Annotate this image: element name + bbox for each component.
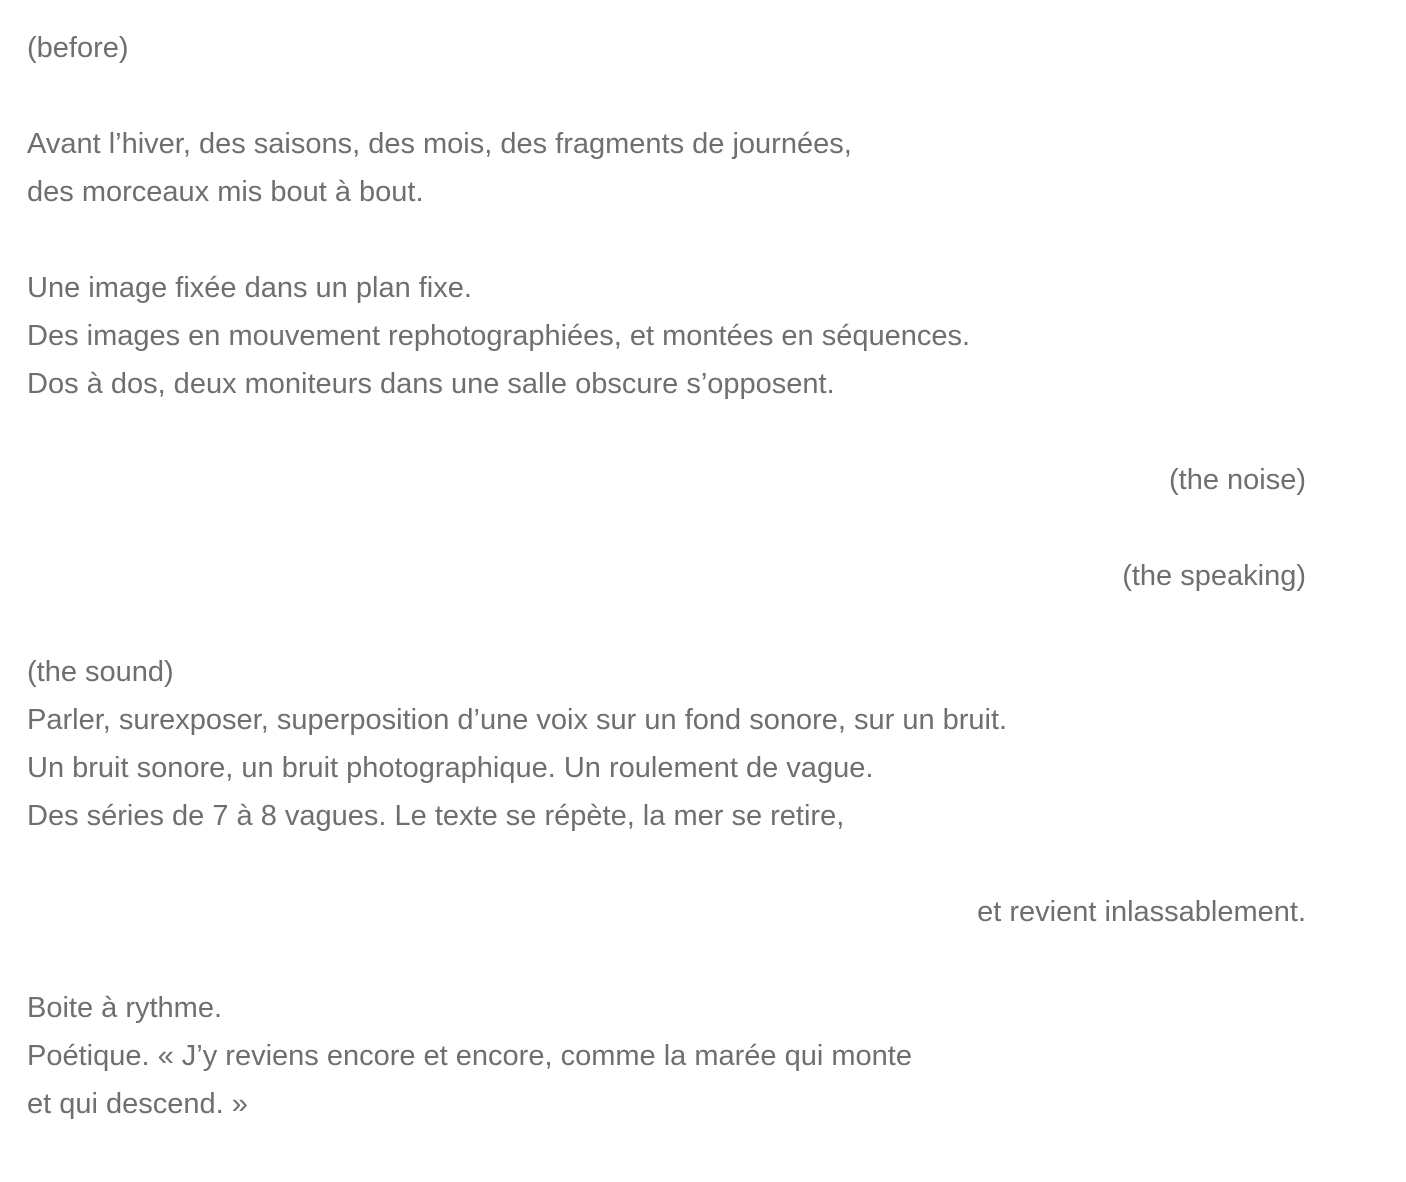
- heading-the-sound: (the sound): [27, 656, 174, 688]
- spacer: [27, 600, 1306, 648]
- spacer: [27, 216, 1306, 264]
- heading-before: (before): [27, 32, 129, 64]
- text-line: Avant l’hiver, des saisons, des mois, des fragments de journées,: [27, 128, 852, 160]
- heading-the-noise: (the noise): [1168, 464, 1306, 496]
- text-line: Des séries de 7 à 8 vagues. Le texte se répète, la mer se retire,: [27, 800, 845, 832]
- text-line: Parler, surexposer, superposition d’une voix sur un fond sonore, sur un bruit.: [27, 704, 1008, 736]
- spacer: [27, 936, 1306, 984]
- text-line: Boite à rythme.: [27, 992, 223, 1024]
- spacer: [27, 840, 1306, 888]
- text-line: et qui descend. »: [27, 1088, 248, 1120]
- text-line: Des images en mouvement rephotographiées, et montées en séquences.: [27, 320, 971, 352]
- heading-the-speaking: (the speaking): [1122, 560, 1306, 592]
- poem-text-block: [27, 24, 1306, 1128]
- spacer: [27, 72, 1306, 120]
- spacer: [27, 408, 1306, 456]
- text-line: Un bruit sonore, un bruit photographique. Un roulement de vague.: [27, 752, 874, 784]
- text-line: Dos à dos, deux moniteurs dans une salle obscure s’opposent.: [27, 368, 835, 400]
- text-line: Une image fixée dans un plan fixe.: [27, 272, 472, 304]
- text-line-revient: et revient inlassablement.: [977, 896, 1306, 928]
- spacer: [27, 504, 1306, 552]
- text-line: des morceaux mis bout à bout.: [27, 176, 424, 208]
- text-line: Poétique. « J’y reviens encore et encore, comme la marée qui monte: [27, 1040, 912, 1072]
